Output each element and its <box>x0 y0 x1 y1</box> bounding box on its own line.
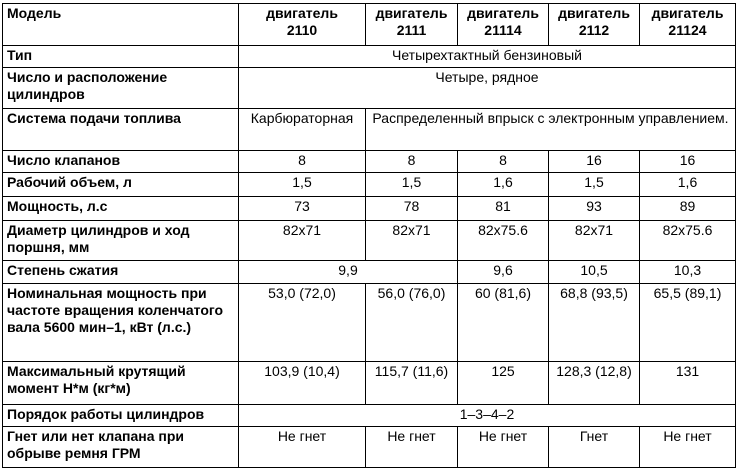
row-valves <box>3 150 736 172</box>
cell-value: 82x71 <box>239 221 366 261</box>
engine-header-21114: двигатель 21114 <box>458 4 549 46</box>
cell-value: 10,5 <box>549 260 640 283</box>
cell-value: 68,8 (93,5) <box>549 284 640 362</box>
cell-value: 10,3 <box>640 260 736 283</box>
cell-value: Не гнет <box>366 427 458 468</box>
cell-value: 131 <box>640 361 736 404</box>
row-type <box>3 45 736 67</box>
cell-value: 1–3–4–2 <box>239 404 736 426</box>
cell-value: 93 <box>549 196 640 220</box>
cell-value: 8 <box>366 150 458 172</box>
cell-value: 115,7 (11,6) <box>366 361 458 404</box>
row-label: Рабочий объем, л <box>3 173 239 196</box>
cell-value: Не гнет <box>640 427 736 468</box>
cell-value: 128,3 (12,8) <box>549 361 640 404</box>
row-torque <box>3 361 736 404</box>
cell-value: 89 <box>640 196 736 220</box>
row-valve-bend <box>3 427 736 468</box>
engine-spec-table <box>2 3 736 468</box>
cell-value: Гнет <box>549 427 640 468</box>
row-power <box>3 196 736 220</box>
row-fuel <box>3 109 736 151</box>
cell-value: 8 <box>239 150 366 172</box>
cell-value: 16 <box>640 150 736 172</box>
row-label: Система подачи топлива <box>3 109 239 151</box>
engine-header-21124: двигатель 21124 <box>640 4 736 46</box>
row-label: Число клапанов <box>3 150 239 172</box>
cell-value: Карбюраторная <box>239 109 366 151</box>
cell-value: 9,6 <box>458 260 549 283</box>
engine-header-2112: двигатель 2112 <box>549 4 640 46</box>
cell-value: 53,0 (72,0) <box>239 284 366 362</box>
cell-value: Не гнет <box>458 427 549 468</box>
cell-value: 9,9 <box>239 260 458 283</box>
cell-value: 81 <box>458 196 549 220</box>
cell-value: 78 <box>366 196 458 220</box>
cell-value: Распределенный впрыск с электронным управлением. <box>366 109 736 151</box>
row-firing-order <box>3 404 736 426</box>
row-label: Степень сжатия <box>3 260 239 283</box>
row-label: Мощность, л.с <box>3 196 239 220</box>
engine-header-2111: двигатель 2111 <box>366 4 458 46</box>
cell-value: Четыре, рядное <box>239 68 736 109</box>
row-label: Порядок работы цилиндров <box>3 404 239 426</box>
row-label: Число и расположение цилиндров <box>3 68 239 109</box>
cell-value: 56,0 (76,0) <box>366 284 458 362</box>
cell-value: 1,5 <box>549 173 640 196</box>
cell-value: 1,6 <box>458 173 549 196</box>
engine-header-2110: двигатель 2110 <box>239 4 366 46</box>
header-row <box>3 4 736 46</box>
cell-value: 82x71 <box>366 221 458 261</box>
row-label: Номинальная мощность при частоте вращения коленчатого вала 5600 мин–1, кВт (л.с.) <box>3 284 239 362</box>
cell-value: 82x75.6 <box>458 221 549 261</box>
row-label: Тип <box>3 45 239 67</box>
cell-value: 1,6 <box>640 173 736 196</box>
cell-value: Не гнет <box>239 427 366 468</box>
cell-value: Четырехтактный бензиновый <box>239 45 736 67</box>
cell-value: 1,5 <box>366 173 458 196</box>
cell-value: 65,5 (89,1) <box>640 284 736 362</box>
cell-value: 8 <box>458 150 549 172</box>
row-compression <box>3 260 736 283</box>
cell-value: 1,5 <box>239 173 366 196</box>
row-label: Максимальный крутящий момент Н*м (кг*м) <box>3 361 239 404</box>
cell-value: 16 <box>549 150 640 172</box>
row-label: Диаметр цилиндров и ход поршня, мм <box>3 221 239 261</box>
cell-value: 103,9 (10,4) <box>239 361 366 404</box>
row-cylinders <box>3 68 736 109</box>
row-displacement <box>3 173 736 196</box>
row-bore-stroke <box>3 221 736 261</box>
cell-value: 82x75.6 <box>640 221 736 261</box>
cell-value: 125 <box>458 361 549 404</box>
row-label: Гнет или нет клапана при обрыве ремня ГРМ <box>3 427 239 468</box>
cell-value: 82x71 <box>549 221 640 261</box>
model-header: Модель <box>3 4 239 46</box>
cell-value: 60 (81,6) <box>458 284 549 362</box>
row-nominal-power <box>3 284 736 362</box>
cell-value: 73 <box>239 196 366 220</box>
